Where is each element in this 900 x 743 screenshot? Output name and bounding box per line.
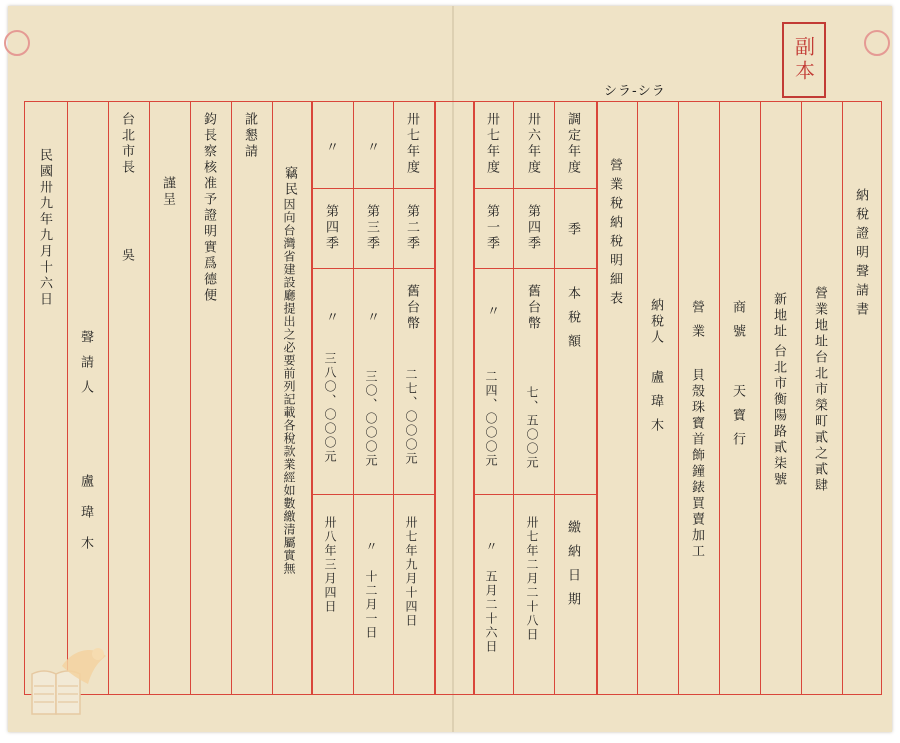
column-rule — [760, 101, 761, 695]
row-payment-date: 卅八年三月四日 — [323, 516, 337, 614]
column-rule — [678, 101, 679, 695]
row-quarter: 第四季 — [323, 204, 338, 252]
column-rule — [719, 101, 720, 695]
column-rule — [513, 101, 514, 695]
addressee-title: 台北市長 — [119, 112, 134, 176]
document-title: 納稅證明聲請書 — [853, 188, 868, 321]
business-address-value: 台北市榮町貳之貳肆 — [812, 350, 827, 494]
tax-detail-title: 營業稅納稅明細表 — [607, 158, 622, 310]
column-rule — [554, 101, 555, 695]
column-rule — [149, 101, 150, 695]
row-year: 卅六年度 — [525, 112, 540, 176]
row-year: 〃 — [323, 140, 338, 156]
applicant-label: 聲請人 — [78, 330, 93, 405]
row-payment-date: 〃 五月二十六日 — [484, 540, 498, 654]
row-quarter: 第二季 — [404, 204, 419, 252]
column-rule — [801, 101, 802, 695]
column-rule — [190, 101, 191, 695]
column-rule — [596, 101, 598, 695]
column-rule — [393, 101, 394, 695]
form-frame — [24, 101, 882, 695]
column-rule — [311, 101, 313, 695]
table-rule — [473, 268, 596, 269]
business-address-label: 營業地址 — [812, 286, 827, 350]
table-rule — [311, 268, 434, 269]
column-rule — [67, 101, 68, 695]
seal-mark-right — [864, 30, 890, 56]
statement-body: 因向台灣省建設廳提出之必要前列記載各稅款業經如數繳清屬實無 — [282, 198, 296, 575]
shop-name-value: 天寶行 — [730, 384, 745, 456]
business-type-label: 營業 — [689, 300, 704, 348]
column-rule — [434, 101, 436, 695]
document-date: 民國卅九年九月十六日 — [37, 148, 52, 308]
taxpayer-name: 盧瑋木 — [648, 370, 663, 442]
copy-stamp: 副本 — [782, 22, 826, 98]
table-rule — [473, 494, 596, 495]
row-payment-date: 〃 十二月一日 — [364, 540, 378, 640]
row-year: 卅七年度 — [404, 112, 419, 176]
row-currency: 舊台幣 — [525, 284, 540, 332]
table-rule — [311, 188, 434, 189]
row-amount: 二四、〇〇〇元 — [484, 370, 498, 468]
addressee-name: 吳 — [119, 248, 134, 264]
header-assessment-year: 調定年度 — [565, 112, 580, 176]
column-rule — [272, 101, 273, 695]
shop-name-label: 商號 — [730, 300, 745, 348]
new-address-value: 台北市衡陽路貳柒號 — [771, 344, 786, 488]
row-currency: 〃 — [484, 304, 499, 320]
header-payment-date: 繳納日期 — [565, 520, 580, 616]
business-type-value: 貝殼珠寶首飾鐘錶買賣加工 — [689, 368, 704, 560]
row-currency: 〃 — [364, 310, 379, 326]
column-rule — [353, 101, 354, 695]
row-currency: 舊台幣 — [404, 284, 419, 332]
header-quarter: 季 — [565, 222, 580, 238]
taxpayer-label: 納稅人 — [648, 298, 663, 346]
column-rule — [108, 101, 109, 695]
handwritten-note: シラ-シラ — [604, 84, 666, 99]
seal-mark-left — [4, 30, 30, 56]
new-address-label: 新地址 — [771, 292, 786, 340]
row-amount: 二七、〇〇〇元 — [404, 368, 418, 466]
statement-closing: 鈞長察核准予證明實爲德便 — [201, 112, 216, 304]
statement-request: 訛懇請 — [242, 112, 257, 160]
row-amount: 三八〇、〇〇〇元 — [323, 352, 337, 464]
header-tax-amount: 本稅額 — [565, 286, 580, 358]
submission-phrase: 謹呈 — [160, 176, 175, 208]
row-quarter: 第三季 — [364, 204, 379, 252]
column-rule — [473, 101, 475, 695]
row-currency: 〃 — [323, 310, 338, 326]
row-amount: 三〇、〇〇〇元 — [364, 370, 378, 468]
table-rule — [311, 494, 434, 495]
column-rule — [842, 101, 843, 695]
row-year: 卅七年度 — [484, 112, 499, 176]
row-payment-date: 卅七年二月二十八日 — [525, 516, 539, 642]
archive-logo-icon — [22, 640, 114, 720]
column-rule — [637, 101, 638, 695]
statement-opening: 竊民 — [282, 166, 297, 198]
row-quarter: 第四季 — [525, 204, 540, 252]
row-year: 〃 — [364, 140, 379, 156]
row-amount: 七、五〇〇元 — [525, 386, 539, 470]
table-rule — [473, 188, 596, 189]
column-rule — [231, 101, 232, 695]
applicant-name: 盧瑋木 — [78, 474, 93, 567]
row-quarter: 第一季 — [484, 204, 499, 252]
row-payment-date: 卅七年九月十四日 — [404, 516, 418, 628]
